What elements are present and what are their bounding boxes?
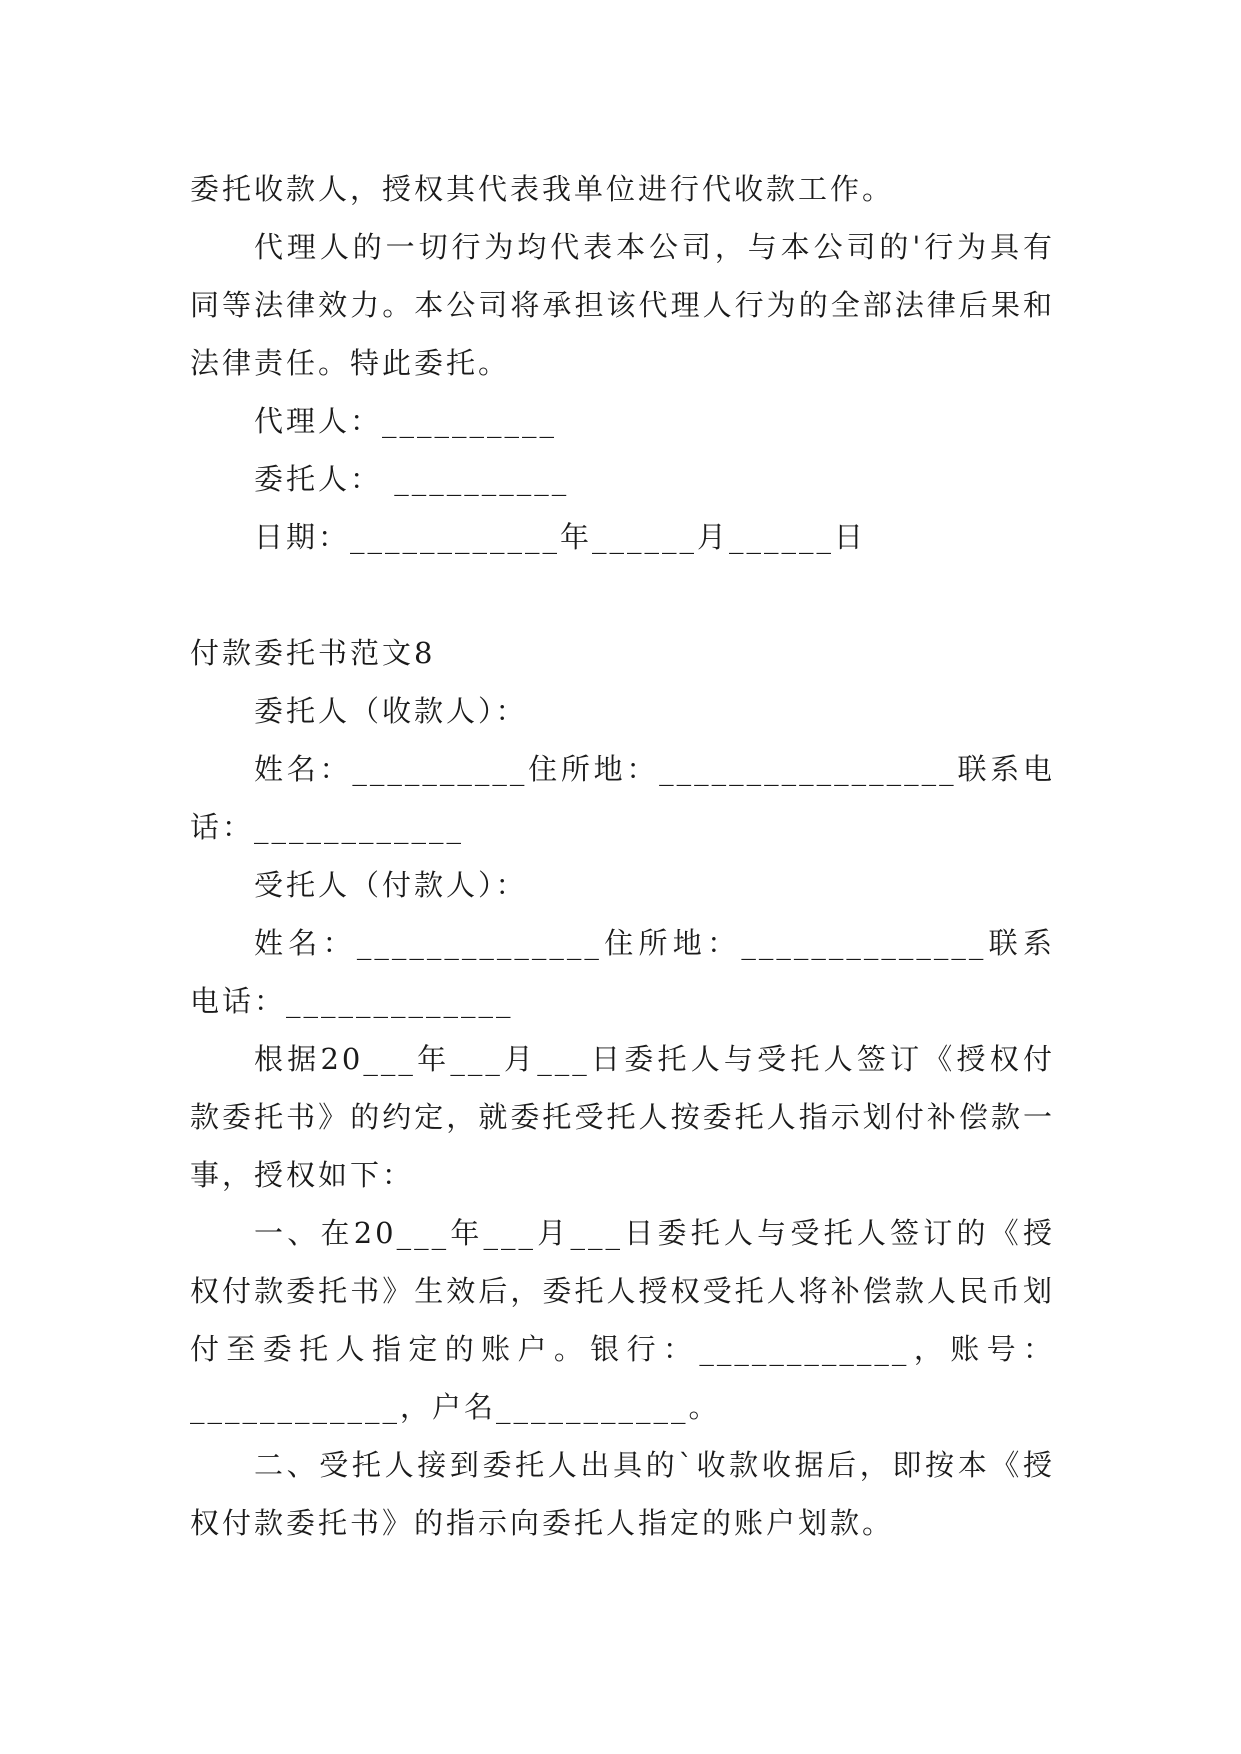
paragraph-entrust-collection: 委托收款人，授权其代表我单位进行代收款工作。: [190, 172, 895, 206]
agent-signature-line: 代理人：__________: [254, 404, 558, 438]
clause-two: 二、受托人接到委托人出具的`收款收据后，即按本《授权付款委托书》的指示向委托人指定的账户划款。: [190, 1448, 1055, 1540]
trustee-details: 姓名：______________住所地：______________联系电话：_____________: [190, 926, 1055, 1018]
principal-details: 姓名：__________住所地：_________________联系电话：____________: [190, 752, 1055, 844]
document-page: [190, 160, 1055, 1552]
trustee-heading: 受托人（付款人）：: [254, 868, 528, 902]
clause-one: 一、在20___年___月___日委托人与受托人签订的《授权付款委托书》生效后，委托人授权受托人将补偿款人民币划付至委托人指定的账户。银行：____________，账号：____________，户名___________。: [190, 1216, 1055, 1424]
principal-heading: 委托人（收款人）：: [254, 694, 528, 728]
principal-signature-line: 委托人： __________: [254, 462, 570, 496]
section-gap: [190, 566, 1055, 624]
paragraph-agent-effect: 代理人的一切行为均代表本公司，与本公司的'行为具有同等法律效力。本公司将承担该代理人行为的全部法律后果和法律责任。特此委托。: [190, 230, 1055, 380]
section-title: 付款委托书范文8: [190, 636, 436, 670]
paragraph-basis: 根据20___年___月___日委托人与受托人签订《授权付款委托书》的约定，就委托受托人按委托人指示划付补偿款一事，授权如下：: [190, 1042, 1055, 1192]
date-line: 日期：____________年______月______日: [254, 520, 867, 554]
